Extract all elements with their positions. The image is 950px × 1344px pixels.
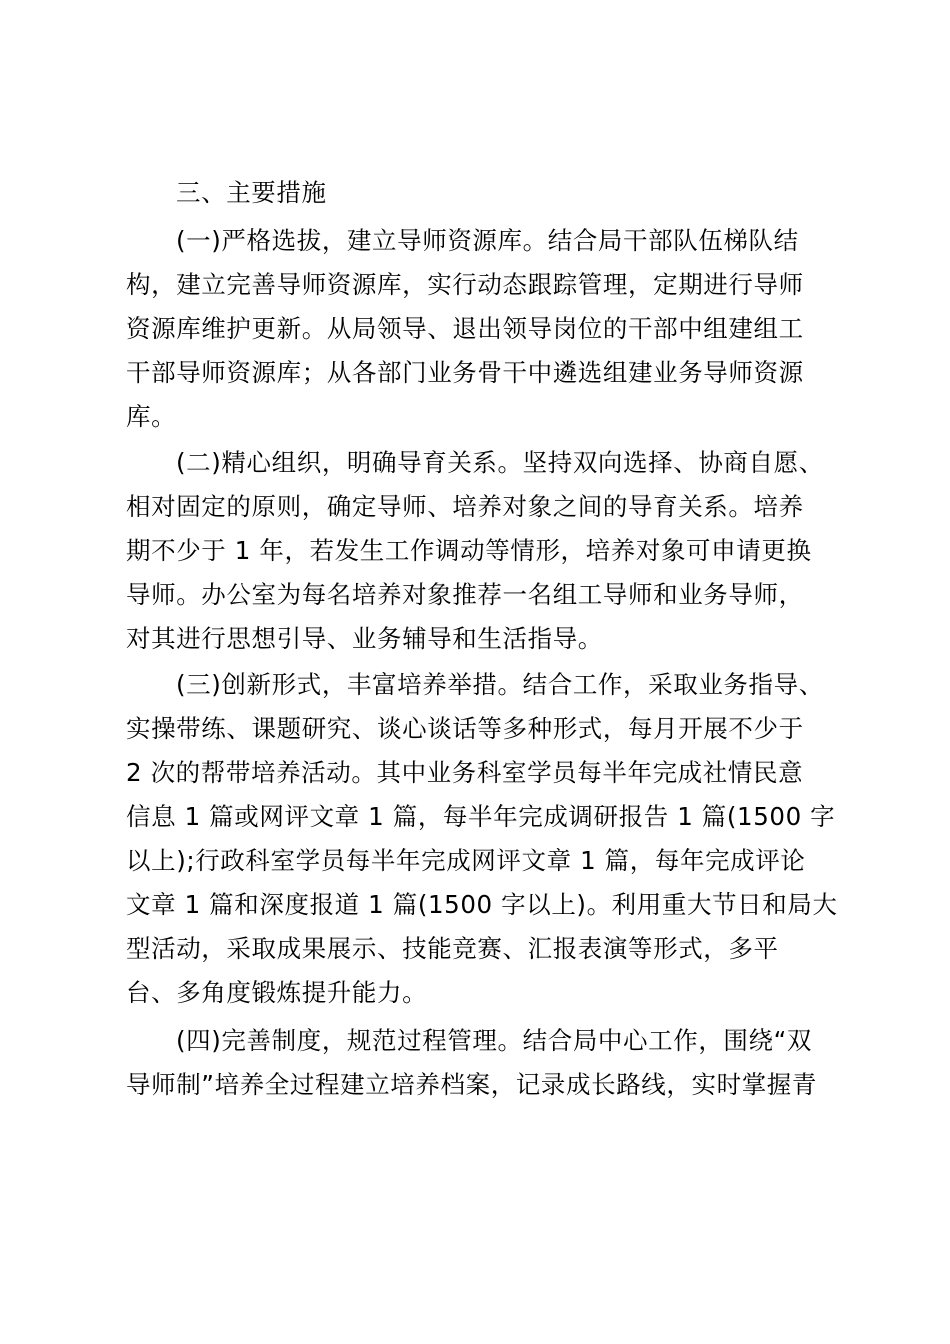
paragraph-3-line-6: 文章 1 篇和深度报道 1 篇(1500 字以上)。利用重大节日和局大 — [126, 890, 838, 919]
paragraph-1-line-3: 资源库维护更新。从局领导、退出领导岗位的干部中组建组工 — [126, 314, 804, 343]
paragraph-4-line-2: 导师制”培养全过程建立培养档案，记录成长路线，实时掌握青 — [126, 1070, 817, 1099]
paragraph-2-line-2: 相对固定的原则，确定导师、培养对象之间的导育关系。培养 — [126, 492, 804, 521]
section-heading: 三、主要措施 — [176, 178, 327, 207]
paragraph-2-line-4: 导师。办公室为每名培养对象推荐一名组工导师和业务导师， — [126, 580, 804, 609]
paragraph-3-line-4: 信息 1 篇或网评文章 1 篇，每半年完成调研报告 1 篇(1500 字 — [126, 802, 836, 831]
paragraph-1-line-1: (一)严格选拔，建立导师资源库。结合局干部队伍梯队结 — [176, 226, 799, 255]
paragraph-3-line-2: 实操带练、课题研究、谈心谈话等多种形式，每月开展不少于 — [126, 714, 804, 743]
paragraph-3-line-8: 台、多角度锻炼提升能力。 — [126, 978, 428, 1007]
paragraph-1-line-4: 干部导师资源库；从各部门业务骨干中遴选组建业务导师资源 — [126, 358, 804, 387]
paragraph-2-line-5: 对其进行思想引导、业务辅导和生活指导。 — [126, 624, 603, 653]
paragraph-1-line-5: 库。 — [126, 402, 177, 431]
paragraph-3-line-7: 型活动，采取成果展示、技能竞赛、汇报表演等形式，多平 — [126, 934, 779, 963]
paragraph-3-line-5: 以上);行政科室学员每半年完成网评文章 1 篇，每年完成评论 — [126, 846, 806, 875]
paragraph-3-line-1: (三)创新形式，丰富培养举措。结合工作，采取业务指导、 — [176, 670, 824, 699]
paragraph-3-line-3: 2 次的帮带培养活动。其中业务科室学员每半年完成社情民意 — [126, 758, 804, 787]
paragraph-1-line-2: 构，建立完善导师资源库，实行动态跟踪管理，定期进行导师 — [126, 270, 804, 299]
paragraph-2-line-1: (二)精心组织，明确导育关系。坚持双向选择、协商自愿、 — [176, 448, 824, 477]
paragraph-2-line-3: 期不少于 1 年，若发生工作调动等情形，培养对象可申请更换 — [126, 536, 812, 565]
paragraph-4-line-1: (四)完善制度，规范过程管理。结合局中心工作，围绕“双 — [176, 1026, 813, 1055]
